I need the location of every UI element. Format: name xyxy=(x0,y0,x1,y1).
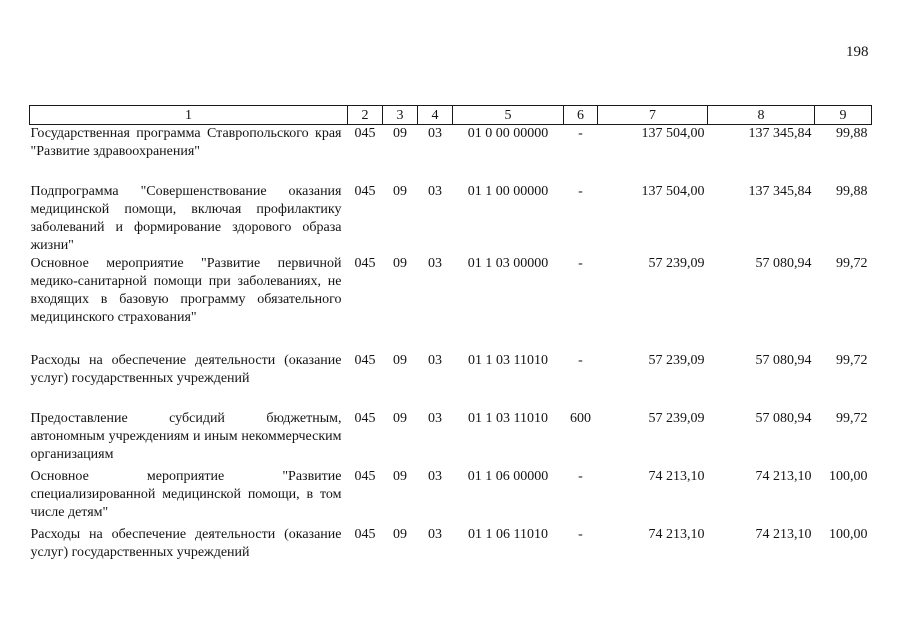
row-col-8: 74 213,10 xyxy=(755,469,812,484)
page-number: 198 xyxy=(846,44,869,60)
header-row xyxy=(30,106,872,125)
row-col-6: - xyxy=(578,527,583,542)
row-col-3: 09 xyxy=(393,411,407,426)
row-col-6: - xyxy=(578,353,583,368)
table-row xyxy=(30,526,872,566)
row-col-9: 100,00 xyxy=(829,469,868,484)
row-col-5: 01 1 03 11010 xyxy=(468,353,548,368)
row-col-6: - xyxy=(578,256,583,271)
header-col-4: 4 xyxy=(418,106,453,125)
row-col-9: 99,88 xyxy=(836,184,868,199)
row-col-9: 99,72 xyxy=(836,256,868,271)
header-col-6: 6 xyxy=(564,106,598,125)
header-col-9: 9 xyxy=(815,106,872,125)
row-col-5: 01 1 03 00000 xyxy=(467,256,549,271)
header-col-3: 3 xyxy=(383,106,418,125)
row-col-3: 09 xyxy=(393,353,407,368)
row-col-9: 99,88 xyxy=(836,126,868,141)
header-col-7: 7 xyxy=(598,106,708,125)
row-col-5: 01 1 03 11010 xyxy=(468,411,548,426)
table-row xyxy=(30,410,872,468)
row-col-9: 100,00 xyxy=(829,527,868,542)
row-col-8: 74 213,10 xyxy=(755,527,812,542)
row-col-2: 045 xyxy=(354,256,376,271)
table-row xyxy=(30,125,872,184)
row-col-7: 74 213,10 xyxy=(648,527,705,542)
row-col-8: 137 345,84 xyxy=(748,126,812,141)
row-col-4: 03 xyxy=(428,353,442,368)
row-col-4: 03 xyxy=(428,469,442,484)
row-col-7: 57 239,09 xyxy=(648,411,705,426)
row-name: Основное мероприятие "Развитие первичной медико-санитарной помощи при заболеваниях, не входящих в базовую программу обязательного медицинского страхования" xyxy=(30,256,342,325)
row-col-5: 01 1 06 00000 xyxy=(467,469,549,484)
table-row xyxy=(30,352,872,410)
table-header xyxy=(30,106,872,125)
row-col-8: 137 345,84 xyxy=(748,184,812,199)
table-row xyxy=(30,468,872,526)
row-col-4: 03 xyxy=(428,184,442,199)
row-col-2: 045 xyxy=(354,184,376,199)
row-name: Основное мероприятие "Развитие специализированной медицинской помощи, в том числе детям" xyxy=(30,469,342,520)
row-col-9: 99,72 xyxy=(836,353,868,368)
row-col-7: 74 213,10 xyxy=(648,469,705,484)
budget-table xyxy=(29,105,872,566)
row-col-9: 99,72 xyxy=(836,411,868,426)
row-col-5: 01 1 00 00000 xyxy=(467,184,549,199)
row-col-7: 57 239,09 xyxy=(648,256,705,271)
row-col-5: 01 1 06 11010 xyxy=(468,527,548,542)
row-name: Расходы на обеспечение деятельности (оказание услуг) государственных учреждений xyxy=(30,353,342,386)
header-col-2: 2 xyxy=(348,106,383,125)
row-name: Предоставление субсидий бюджетным, автономным учреждениям и иным некоммерческим организациям xyxy=(30,411,342,462)
header-col-1: 1 xyxy=(30,106,348,125)
row-col-3: 09 xyxy=(393,469,407,484)
row-col-3: 09 xyxy=(393,527,407,542)
row-col-4: 03 xyxy=(428,126,442,141)
row-col-2: 045 xyxy=(354,353,376,368)
row-col-8: 57 080,94 xyxy=(755,411,812,426)
row-col-6: - xyxy=(578,469,583,484)
table-row xyxy=(30,183,872,255)
table-row xyxy=(30,255,872,352)
row-col-4: 03 xyxy=(428,527,442,542)
header-col-5: 5 xyxy=(453,106,564,125)
row-col-6: 600 xyxy=(570,411,591,426)
row-col-6: - xyxy=(578,184,583,199)
row-col-7: 137 504,00 xyxy=(641,126,705,141)
row-col-7: 137 504,00 xyxy=(641,184,705,199)
table-body xyxy=(30,125,872,567)
row-col-2: 045 xyxy=(354,527,376,542)
row-col-3: 09 xyxy=(393,256,407,271)
row-name: Расходы на обеспечение деятельности (оказание услуг) государственных учреждений xyxy=(30,527,342,560)
row-col-2: 045 xyxy=(354,411,376,426)
row-col-8: 57 080,94 xyxy=(755,256,812,271)
row-name: Подпрограмма "Совершенствование оказания медицинской помощи, включая профилактику заболеваний и формирование здорового образа жизни" xyxy=(30,184,342,253)
row-col-4: 03 xyxy=(428,256,442,271)
row-col-7: 57 239,09 xyxy=(648,353,705,368)
row-col-3: 09 xyxy=(393,126,407,141)
row-col-5: 01 0 00 00000 xyxy=(467,126,549,141)
row-col-4: 03 xyxy=(428,411,442,426)
header-col-8: 8 xyxy=(708,106,815,125)
row-col-3: 09 xyxy=(393,184,407,199)
row-col-2: 045 xyxy=(354,126,376,141)
row-name: Государственная программа Ставропольского края "Развитие здравоохранения" xyxy=(30,126,342,159)
row-col-8: 57 080,94 xyxy=(755,353,812,368)
row-col-6: - xyxy=(578,126,583,141)
row-col-2: 045 xyxy=(354,469,376,484)
